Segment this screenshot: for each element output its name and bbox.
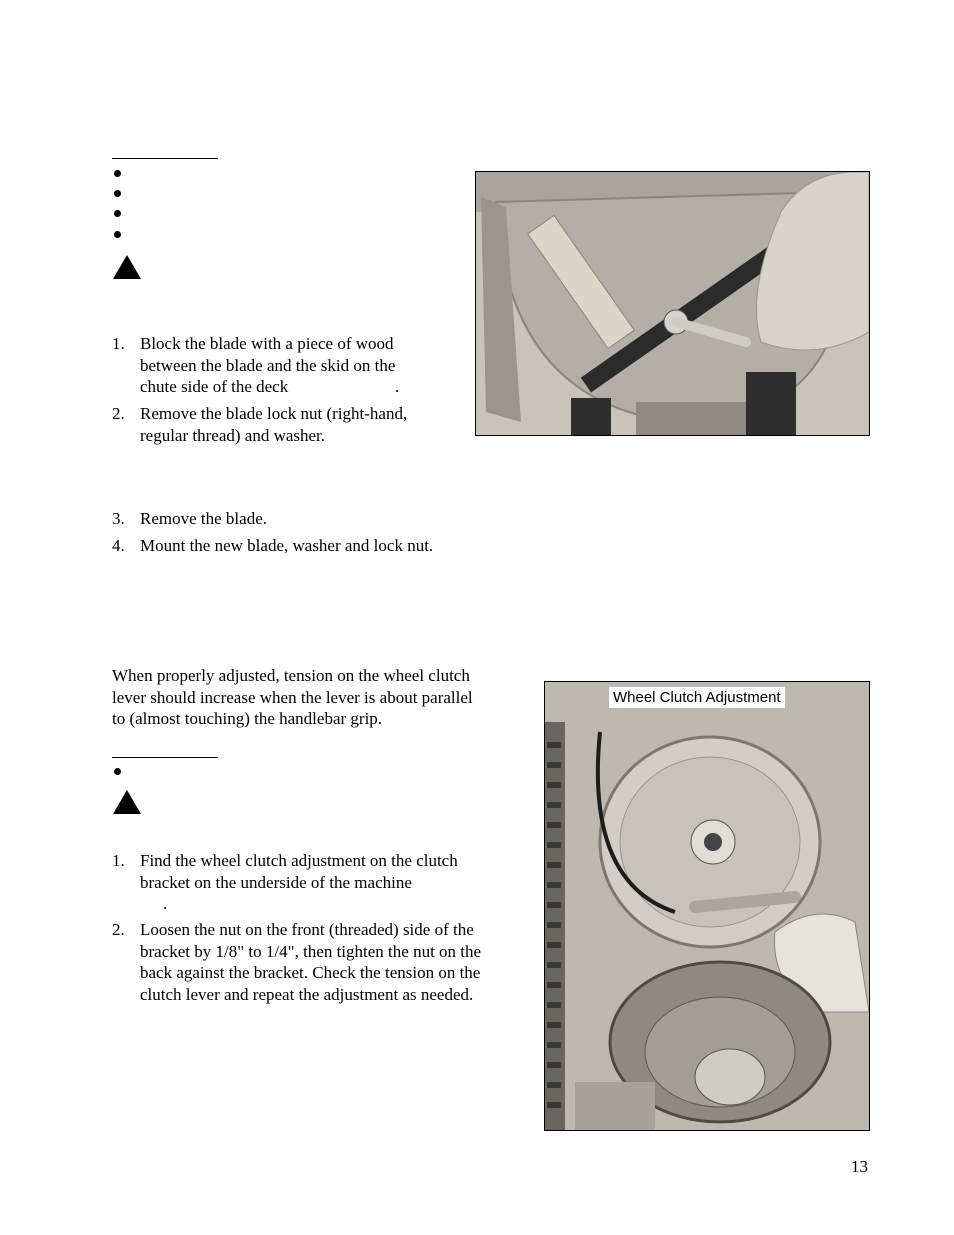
photo-caption: Wheel Clutch Adjustment [609, 687, 785, 708]
step-text: Loosen the nut on the front (threaded) side of the [140, 920, 474, 939]
step-number: 1. [112, 851, 125, 870]
step-text: bracket by 1/8" to 1/4", then tighten the nut on the [140, 941, 482, 961]
step-text: Remove the blade. [140, 509, 267, 528]
blade-removal-photo [475, 171, 870, 436]
step-text: regular thread) and washer. [140, 425, 326, 445]
warning-icon [113, 790, 141, 814]
step-text: chute side of the deck [140, 377, 289, 396]
clutch-photo-illustration [545, 682, 869, 1130]
clutch-intro-paragraph [112, 665, 532, 730]
step-text: between the blade and the skid on the [140, 355, 396, 375]
tools-heading-rule [112, 158, 218, 159]
paragraph-line: to (almost touching) the handlebar grip. [112, 709, 383, 728]
step-text: Mount the new blade, washer and lock nut. [140, 536, 434, 555]
tools-heading-rule [112, 757, 218, 758]
step-text: . [163, 894, 168, 913]
tools-bullet [114, 170, 121, 177]
step-text: . [395, 377, 400, 396]
wheel-clutch-photo [544, 681, 870, 1131]
step-text: back against the bracket. Check the tension on the [140, 963, 481, 982]
step-number: 4. [112, 536, 125, 555]
step-number: 2. [112, 404, 125, 423]
tools-bullet [114, 190, 121, 197]
step-number: 2. [112, 920, 125, 939]
step-text: Find the wheel clutch adjustment on the clutch [140, 851, 458, 870]
step-text: Remove the blade lock nut (right-hand, [140, 404, 408, 423]
step-text: Block the blade with a piece of wood [140, 334, 394, 353]
step-number: 3. [112, 509, 125, 528]
step-text: clutch lever and repeat the adjustment as needed. [140, 984, 474, 1004]
tools-bullet [114, 210, 121, 217]
tools-bullet [114, 768, 121, 775]
blade-photo-illustration [476, 172, 869, 435]
paragraph-line: When properly adjusted, tension on the wheel clutch [112, 666, 470, 685]
step-number: 1. [112, 334, 125, 353]
step-text: bracket on the underside of the machine [140, 872, 412, 892]
paragraph-line: lever should increase when the lever is about parallel [112, 687, 473, 707]
warning-icon [113, 255, 141, 279]
page-number: 13 [851, 1157, 868, 1176]
tools-bullet [114, 231, 121, 238]
